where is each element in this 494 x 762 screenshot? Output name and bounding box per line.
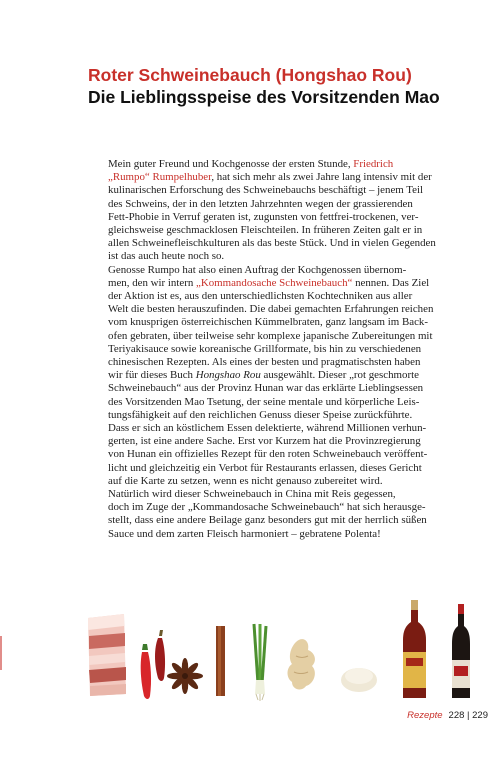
spring-onion-icon [254, 624, 266, 701]
italic-dish-name: Hongshao Rou [195, 369, 261, 382]
text-line [88, 409, 436, 422]
text-segment: Sauce und dem zarten Fleisch harmoniert – gebratene Polenta! [108, 527, 381, 540]
text-segment: auf die Karte zu setzen, wenn es nicht genauso zubereitet wird. [108, 474, 383, 487]
page-numbers: 228 | 229 [448, 710, 488, 721]
text-segment: tungsfähigkeit auf den reichlichen Genuss dieser Speise zurückführte. [108, 408, 413, 421]
text-line [88, 382, 436, 395]
text-segment: des Schweins, der in den letzten Jahrzehnten wegen der grassierenden [108, 197, 413, 210]
body-paragraph [88, 264, 436, 488]
sugar-pile-icon [341, 668, 377, 692]
body-paragraph [88, 158, 436, 264]
text-line [88, 448, 436, 461]
intro-text [88, 158, 436, 541]
recipe-subtitle: Die Lieblingsspeise des Vorsitzenden Mao [88, 87, 440, 107]
text-segment: Fett-Phobie in Verruf geraten ist, zugunsten von fettfrei-trockenen, ver- [108, 210, 419, 223]
text-segment: , hat sich mehr als zwei Jahre lang intensiv mit der [211, 171, 432, 184]
text-segment: von Hunan ein offizielles Rezept für den roten Schweinebauch veröffent- [108, 448, 428, 461]
recipe-title: Roter Schweinebauch (Hongshao Rou) [88, 65, 412, 85]
text-line [88, 303, 436, 316]
text-segment: Welt die besten herauszufinden. Die dabei gemachten Erfahrungen reichen [108, 303, 434, 316]
text-line [88, 316, 436, 329]
page-edge-mark [0, 636, 2, 670]
text-segment: allen Schweinefleischkulturen als das beste Stück. Und in vielen Gegenden [108, 237, 436, 250]
text-line [88, 528, 436, 541]
highlighted-name: „Rumpo“ Rumpelhuber [108, 171, 212, 184]
text-line [88, 514, 436, 527]
body-paragraph [88, 488, 436, 541]
text-segment: nennen. Das Ziel [352, 276, 430, 289]
text-line [88, 277, 436, 290]
dried-chili-icon [155, 630, 165, 681]
text-segment: Schweinebauch“ aus der Provinz Hunan war das erklärte Lieblingsessen [108, 382, 424, 395]
text-segment: gleichsweise geschmacklosen Fleischteilen. In früheren Zeiten galt er in [108, 224, 423, 237]
text-segment: ofen gebraten, über teilweise sehr komplexe japanische Zubereitungen mit [108, 329, 433, 342]
text-line [88, 488, 436, 501]
text-segment: Mein guter Freund und Kochgenosse der ersten Stunde, [108, 158, 354, 170]
recipe-title-block [88, 64, 488, 108]
star-anise-icon [167, 658, 203, 694]
text-line [88, 250, 436, 263]
text-line [88, 158, 436, 171]
text-segment: kulinarischen Erforschung des Schweinebauchs beschäftigt – jenem Teil [108, 184, 424, 197]
text-line [88, 369, 436, 382]
pork-belly-icon [88, 614, 126, 696]
text-segment: licht und gleichzeitig ein Verbot für Restaurants erlassen, dieses Gericht [108, 461, 422, 474]
text-line [88, 501, 436, 514]
text-segment: ausgewählt. Dieser „rot geschmorte [260, 369, 419, 382]
highlighted-name: Friedrich [353, 158, 394, 170]
red-chili-icon [141, 644, 151, 699]
text-segment: wir für dieses Buch [108, 369, 196, 382]
text-line [88, 422, 436, 435]
cinnamon-stick-icon [216, 626, 225, 696]
text-line [88, 211, 436, 224]
soy-sauce-bottle-icon [452, 604, 470, 698]
ginger-icon [288, 639, 315, 689]
text-line [88, 475, 436, 488]
text-line [88, 237, 436, 250]
text-segment: des Vorsitzenden Mao Tsetung, der seine mentale und körperliche Leis- [108, 395, 420, 408]
text-segment: doch im Zuge der „Kommandosache Schweinebauch“ hat sich herausge- [108, 501, 426, 514]
section-name: Rezepte [407, 710, 443, 721]
highlighted-name: „Kommandosache Schweinebauch“ [196, 276, 353, 289]
text-line [88, 184, 436, 197]
text-segment: Teriyakisauce sowie koreanische Grillformate, bis hin zu verschiedenen [108, 342, 422, 355]
text-line [88, 198, 436, 211]
text-line [88, 356, 436, 369]
page-footer [407, 710, 488, 721]
text-line [88, 343, 436, 356]
text-segment: gerten, ist eine andere Sache. Erst vor Kurzem hat die Provinzregierung [108, 435, 421, 448]
text-line [88, 396, 436, 409]
text-line [88, 435, 436, 448]
shaoxing-wine-bottle-icon [403, 600, 426, 698]
text-segment: ist das auch heute noch so. [108, 250, 225, 263]
text-line [88, 330, 436, 343]
text-line [88, 264, 436, 277]
text-segment: der Aktion ist es, aus den unterschiedlichsten Kochtechniken aus aller [108, 290, 413, 303]
text-line [88, 171, 436, 184]
text-line [88, 224, 436, 237]
ingredients-illustration [70, 600, 490, 705]
text-segment: vom knusprigen österreichischen Kümmelbraten, ganz langsam im Back- [108, 316, 428, 329]
text-line [88, 290, 436, 303]
text-segment: Natürlich wird dieser Schweinebauch in China mit Reis gegessen, [108, 488, 396, 501]
text-segment: Dass er sich an köstlichem Essen delektierte, während Millionen verhun- [108, 422, 427, 435]
text-segment: men, den wir intern [108, 276, 197, 289]
text-line [88, 462, 436, 475]
text-segment: stellt, dass eine andere Beilage ganz besonders gut mit der herrlich süßen [108, 514, 427, 527]
text-segment: Genosse Rumpo hat also einen Auftrag der Kochgenossen übernom- [108, 263, 407, 276]
text-segment: chinesischen Rezepten. Als eines der besten und pragmatischsten haben [108, 356, 421, 369]
